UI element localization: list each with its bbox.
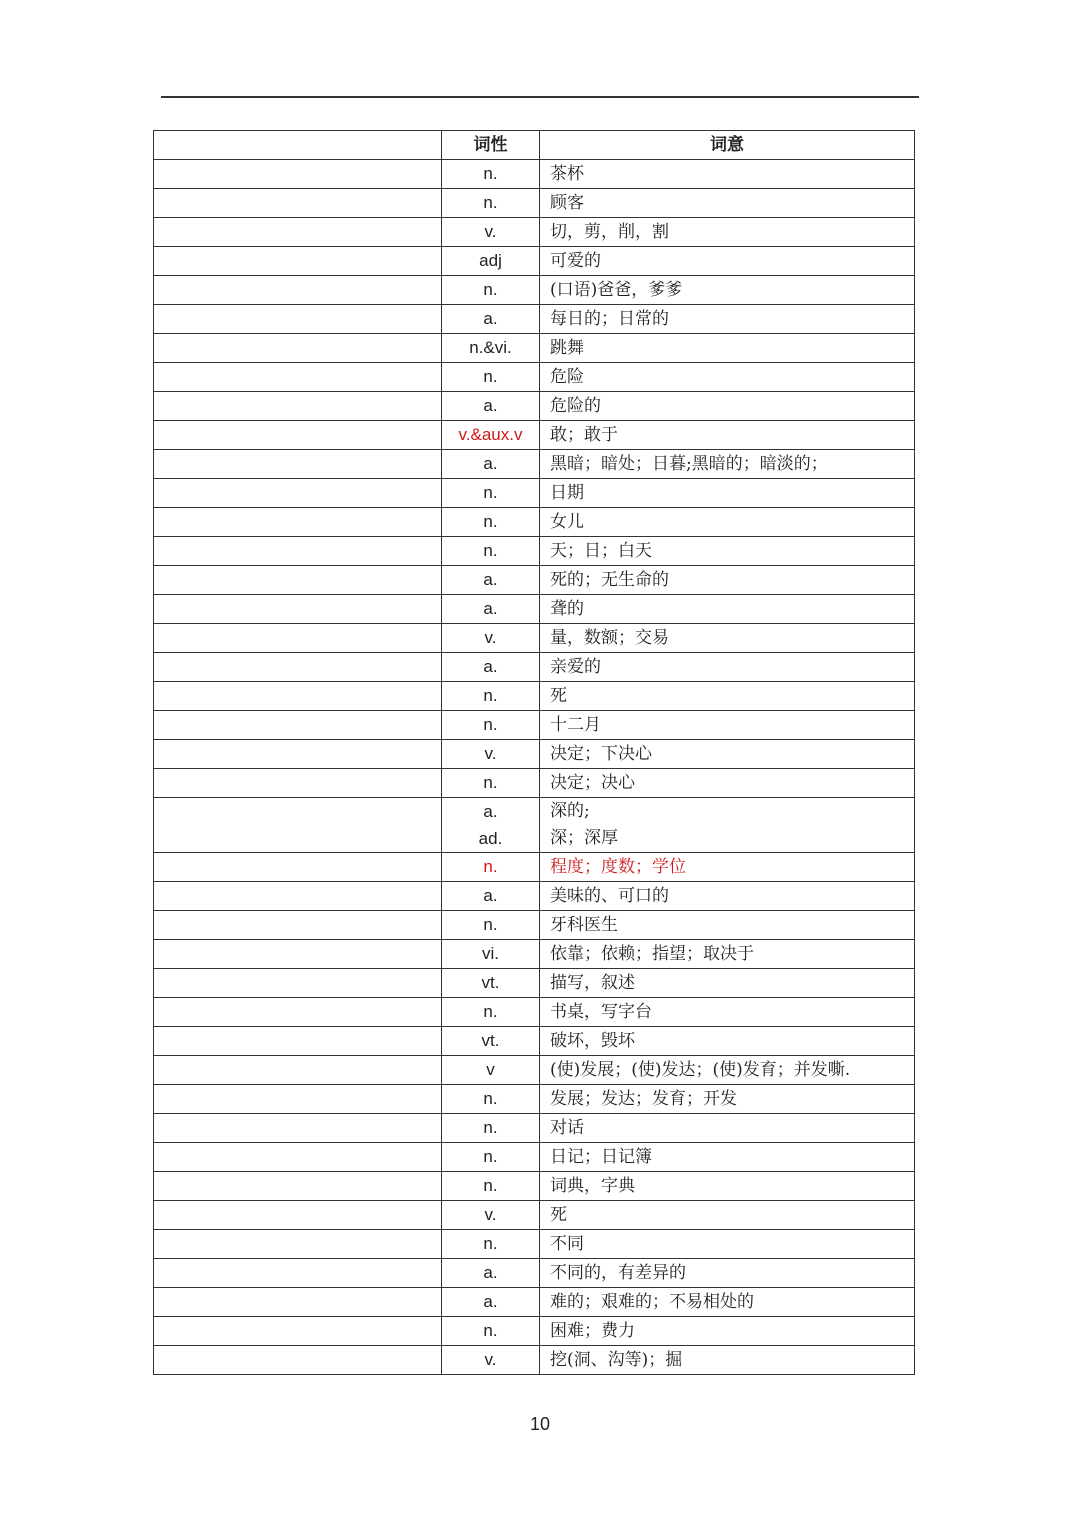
table-row bbox=[154, 1201, 915, 1230]
table-row bbox=[154, 1230, 915, 1259]
word-cell bbox=[154, 566, 442, 595]
table-row bbox=[154, 421, 915, 450]
meaning-cell: 不同 bbox=[540, 1230, 915, 1259]
word-cell bbox=[154, 450, 442, 479]
table-row bbox=[154, 1346, 915, 1375]
table-row bbox=[154, 882, 915, 911]
word-cell bbox=[154, 1027, 442, 1056]
pos-cell: n. bbox=[442, 1317, 540, 1346]
table-row bbox=[154, 479, 915, 508]
meaning-cell: 危险 bbox=[540, 363, 915, 392]
meaning-cell: 美味的、可口的 bbox=[540, 882, 915, 911]
table-row bbox=[154, 711, 915, 740]
meaning-cell: 黑暗；暗处；日暮;黑暗的；暗淡的； bbox=[540, 450, 915, 479]
meaning-cell: 顾客 bbox=[540, 189, 915, 218]
table-row bbox=[154, 798, 915, 853]
meaning-cell bbox=[540, 798, 915, 853]
meaning-cell: 茶杯 bbox=[540, 160, 915, 189]
word-cell bbox=[154, 392, 442, 421]
table-row bbox=[154, 1259, 915, 1288]
pos-cell: n. bbox=[442, 853, 540, 882]
pos-cell: n. bbox=[442, 537, 540, 566]
meaning-cell: 牙科医生 bbox=[540, 911, 915, 940]
word-cell bbox=[154, 798, 442, 853]
meaning-cell: 发展；发达；发育；开发 bbox=[540, 1085, 915, 1114]
pos-cell: n.&vi. bbox=[442, 334, 540, 363]
meaning-cell: 困难；费力 bbox=[540, 1317, 915, 1346]
pos-cell: vi. bbox=[442, 940, 540, 969]
meaning-cell: 量，数额；交易 bbox=[540, 624, 915, 653]
word-cell bbox=[154, 653, 442, 682]
word-cell bbox=[154, 682, 442, 711]
meaning-cell: 挖(洞、沟等)；掘 bbox=[540, 1346, 915, 1375]
pos-cell: vt. bbox=[442, 969, 540, 998]
word-cell bbox=[154, 624, 442, 653]
word-column-header bbox=[154, 131, 442, 160]
word-cell bbox=[154, 276, 442, 305]
pos-line: ad. bbox=[478, 829, 503, 848]
table-row bbox=[154, 363, 915, 392]
table-row bbox=[154, 1056, 915, 1085]
word-cell bbox=[154, 1114, 442, 1143]
meaning-cell: 亲爱的 bbox=[540, 653, 915, 682]
meaning-cell: 破坏，毁坏 bbox=[540, 1027, 915, 1056]
word-cell bbox=[154, 479, 442, 508]
meaning-cell: 死 bbox=[540, 682, 915, 711]
meaning-cell: 程度；度数；学位 bbox=[540, 853, 915, 882]
pos-cell: a. bbox=[442, 392, 540, 421]
meaning-cell: 决定；下决心 bbox=[540, 740, 915, 769]
meaning-cell: 难的；艰难的；不易相处的 bbox=[540, 1288, 915, 1317]
table-row bbox=[154, 1143, 915, 1172]
pos-line: a. bbox=[483, 802, 498, 821]
meaning-cell: 危险的 bbox=[540, 392, 915, 421]
table-row bbox=[154, 566, 915, 595]
pos-cell: a. bbox=[442, 1288, 540, 1317]
pos-cell: a. bbox=[442, 566, 540, 595]
meaning-cell: 可爱的 bbox=[540, 247, 915, 276]
word-cell bbox=[154, 711, 442, 740]
table-row bbox=[154, 218, 915, 247]
table-row bbox=[154, 998, 915, 1027]
meaning-cell: 每日的；日常的 bbox=[540, 305, 915, 334]
meaning-cell: 不同的，有差异的 bbox=[540, 1259, 915, 1288]
pos-cell: n. bbox=[442, 363, 540, 392]
meaning-cell: 死的；无生命的 bbox=[540, 566, 915, 595]
pos-cell: n. bbox=[442, 711, 540, 740]
header-rule bbox=[161, 96, 919, 98]
word-cell bbox=[154, 160, 442, 189]
pos-cell: a. bbox=[442, 595, 540, 624]
word-cell bbox=[154, 421, 442, 450]
pos-cell: vt. bbox=[442, 1027, 540, 1056]
pos-cell: v. bbox=[442, 624, 540, 653]
pos-cell: n. bbox=[442, 160, 540, 189]
table-row bbox=[154, 1085, 915, 1114]
meaning-cell: 词典，字典 bbox=[540, 1172, 915, 1201]
meaning-cell: 跳舞 bbox=[540, 334, 915, 363]
word-cell bbox=[154, 189, 442, 218]
word-cell bbox=[154, 218, 442, 247]
page-number: 10 bbox=[529, 1414, 551, 1434]
word-cell bbox=[154, 334, 442, 363]
word-cell bbox=[154, 1143, 442, 1172]
table-row bbox=[154, 1172, 915, 1201]
table-row bbox=[154, 653, 915, 682]
pos-cell: v. bbox=[442, 740, 540, 769]
pos-column-header: 词性 bbox=[442, 131, 540, 160]
meaning-cell: (口语)爸爸，爹爹 bbox=[540, 276, 915, 305]
word-cell bbox=[154, 853, 442, 882]
pos-cell: a. bbox=[442, 1259, 540, 1288]
table-row bbox=[154, 624, 915, 653]
meaning-line: 深的; bbox=[550, 801, 590, 821]
meaning-cell: 描写，叙述 bbox=[540, 969, 915, 998]
word-cell bbox=[154, 882, 442, 911]
meaning-cell: 天；日；白天 bbox=[540, 537, 915, 566]
pos-cell: n. bbox=[442, 1143, 540, 1172]
word-cell bbox=[154, 911, 442, 940]
pos-cell: n. bbox=[442, 189, 540, 218]
word-cell bbox=[154, 940, 442, 969]
pos-cell: v.&aux.v bbox=[442, 421, 540, 450]
word-cell bbox=[154, 1317, 442, 1346]
table-row bbox=[154, 1114, 915, 1143]
word-cell bbox=[154, 595, 442, 624]
pos-cell bbox=[442, 798, 540, 853]
pos-cell: n. bbox=[442, 1172, 540, 1201]
meaning-cell: 对话 bbox=[540, 1114, 915, 1143]
word-cell bbox=[154, 1346, 442, 1375]
table-row bbox=[154, 769, 915, 798]
meaning-cell: (使)发展；(使)发达；(使)发育；并发嘶. bbox=[540, 1056, 915, 1085]
pos-cell: n. bbox=[442, 911, 540, 940]
table-row bbox=[154, 537, 915, 566]
table-row bbox=[154, 247, 915, 276]
word-cell bbox=[154, 1056, 442, 1085]
pos-cell: adj bbox=[442, 247, 540, 276]
pos-cell: n. bbox=[442, 1230, 540, 1259]
word-cell bbox=[154, 508, 442, 537]
word-cell bbox=[154, 1288, 442, 1317]
table-row bbox=[154, 334, 915, 363]
table-row bbox=[154, 160, 915, 189]
word-cell bbox=[154, 363, 442, 392]
table-row bbox=[154, 1027, 915, 1056]
word-cell bbox=[154, 305, 442, 334]
table-row bbox=[154, 508, 915, 537]
pos-cell: v. bbox=[442, 218, 540, 247]
table-row bbox=[154, 276, 915, 305]
meaning-cell: 女儿 bbox=[540, 508, 915, 537]
table-row bbox=[154, 940, 915, 969]
table-row bbox=[154, 305, 915, 334]
meaning-column-header: 词意 bbox=[540, 131, 915, 160]
pos-cell: v. bbox=[442, 1201, 540, 1230]
table-row bbox=[154, 1288, 915, 1317]
meaning-cell: 依靠；依赖；指望；取决于 bbox=[540, 940, 915, 969]
pos-cell: n. bbox=[442, 1085, 540, 1114]
pos-cell: v. bbox=[442, 1346, 540, 1375]
word-cell bbox=[154, 537, 442, 566]
table-row bbox=[154, 595, 915, 624]
vocabulary-table bbox=[153, 130, 915, 1375]
pos-cell: n. bbox=[442, 276, 540, 305]
word-cell bbox=[154, 998, 442, 1027]
word-cell bbox=[154, 1172, 442, 1201]
meaning-cell: 日期 bbox=[540, 479, 915, 508]
table-row bbox=[154, 911, 915, 940]
meaning-cell: 日记；日记簿 bbox=[540, 1143, 915, 1172]
pos-cell: n. bbox=[442, 998, 540, 1027]
meaning-cell: 决定；决心 bbox=[540, 769, 915, 798]
pos-cell: a. bbox=[442, 653, 540, 682]
table-row bbox=[154, 1317, 915, 1346]
meaning-cell: 切，剪，削，割 bbox=[540, 218, 915, 247]
word-cell bbox=[154, 1201, 442, 1230]
meaning-cell: 聋的 bbox=[540, 595, 915, 624]
meaning-cell: 死 bbox=[540, 1201, 915, 1230]
table-row bbox=[154, 682, 915, 711]
word-cell bbox=[154, 1259, 442, 1288]
pos-cell: a. bbox=[442, 305, 540, 334]
meaning-cell: 书桌，写字台 bbox=[540, 998, 915, 1027]
meaning-cell: 敢；敢于 bbox=[540, 421, 915, 450]
word-cell bbox=[154, 969, 442, 998]
pos-cell: a. bbox=[442, 450, 540, 479]
pos-cell: v bbox=[442, 1056, 540, 1085]
pos-cell: n. bbox=[442, 769, 540, 798]
meaning-cell: 十二月 bbox=[540, 711, 915, 740]
pos-cell: a. bbox=[442, 882, 540, 911]
word-cell bbox=[154, 740, 442, 769]
word-cell bbox=[154, 1085, 442, 1114]
table-row bbox=[154, 969, 915, 998]
table-row bbox=[154, 189, 915, 218]
pos-cell: n. bbox=[442, 508, 540, 537]
table-row bbox=[154, 392, 915, 421]
table-row bbox=[154, 740, 915, 769]
meaning-line: 深；深厚 bbox=[550, 828, 618, 848]
word-cell bbox=[154, 1230, 442, 1259]
table-row bbox=[154, 450, 915, 479]
word-cell bbox=[154, 769, 442, 798]
table-header-row bbox=[154, 131, 915, 160]
word-cell bbox=[154, 247, 442, 276]
pos-cell: n. bbox=[442, 479, 540, 508]
pos-cell: n. bbox=[442, 682, 540, 711]
table-row bbox=[154, 853, 915, 882]
pos-cell: n. bbox=[442, 1114, 540, 1143]
